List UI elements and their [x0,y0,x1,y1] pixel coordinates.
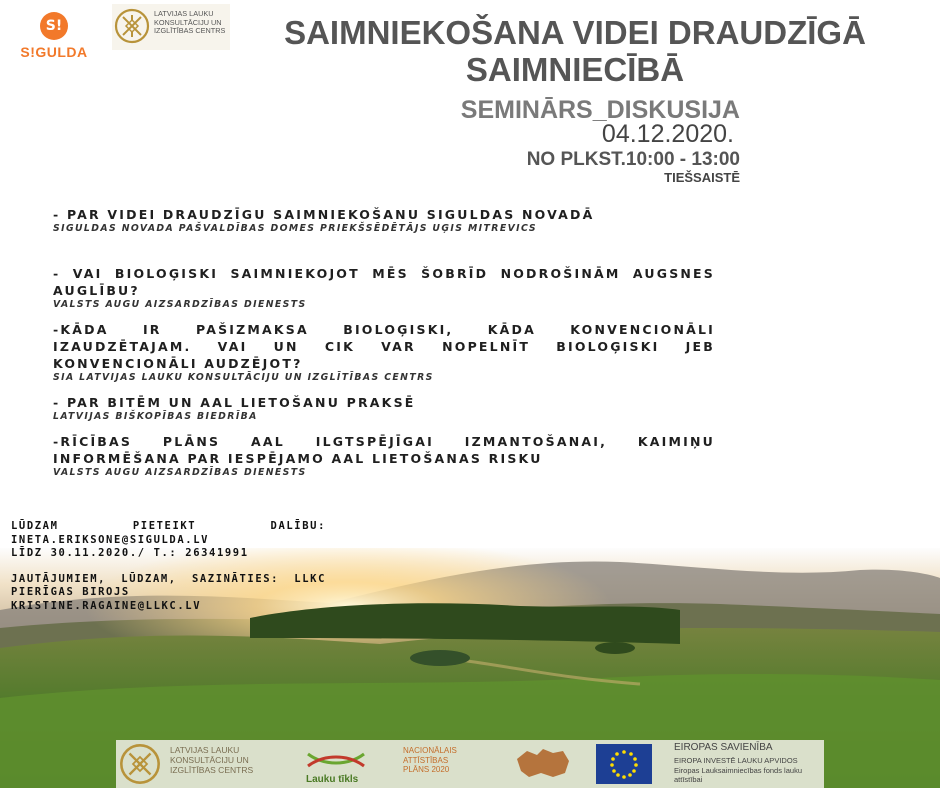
agenda [53,206,715,479]
sigulda-badge: S! [40,12,68,40]
footer-logo-strip [116,740,824,788]
contact-email-ineta[interactable]: INETA.ERIKSONE@SIGULDA.LV [11,533,210,546]
contact-email-kristine[interactable]: KRISTINE.RAGAINE@LLKC.LV [11,599,202,612]
footer-lauku-tikls-logo [276,740,396,788]
contact-block [11,520,326,613]
agenda-item-title: - PAR VIDEI DRAUDZĪGU SAIMNIEKOŠANU SIGULDAS NOVADĀ [53,207,595,222]
agenda-item-title: -RĪCĪBAS PLĀNS AAL ILGTSPĒJĪGAI IZMANTOŠANAI, KAIMIŅU INFORMĒŠANA PAR IESPĒJAMO AAL LIETOŠANAS RISKU [53,434,715,466]
footer-llkc-text: LATVIJAS LAUKU KONSULTĀCIJU UN IZGLĪTĪBAS CENTRS [170,745,254,775]
agenda-item-org: VALSTS AUGU AIZSARDZĪBAS DIENESTS [53,467,307,478]
footer-llkc-logo [116,740,266,788]
sigulda-wordmark: S!GULDA [20,44,88,60]
latvia-map-icon [513,745,573,781]
lauku-tikls-icon [304,746,368,774]
contact-deadline-phone: LĪDZ 30.11.2020./ T.: 26341991 [11,547,249,559]
agenda-item-org: SIA LATVIJAS LAUKU KONSULTĀCIJU UN IZGLĪTĪBAS CENTRS [53,372,434,383]
llkc-emblem-icon [114,8,150,44]
contact-office: PIERĪGAS BIROJS [11,586,130,598]
footer-eu-line1: EIROPA INVESTĒ LAUKU APVIDOS [674,756,798,765]
agenda-item-org: VALSTS AUGU AIZSARDZĪBAS DIENESTS [53,299,307,310]
agenda-item [53,206,715,235]
llkc-emblem-icon [119,743,161,785]
footer-nap-text: NACIONĀLAIS ATTĪSTĪBAS PLĀNS 2020 [403,746,457,774]
agenda-item-title: - VAI BIOLOĢISKI SAIMNIEKOJOT MĒS ŠOBRĪD NODROŠINĀM AUGSNES AUGLĪBU? [53,266,715,298]
agenda-item-org: LATVIJAS BIŠKOPĪBAS BIEDRĪBA [53,411,258,422]
agenda-item [53,321,715,384]
agenda-item-org: SIGULDAS NOVADA PAŠVALDĪBAS DOMES PRIEKŠSĒDĒTĀJS UĢIS MITREVICS [53,223,538,234]
footer-eu-title: EIROPAS SAVIENĪBA [674,742,773,753]
footer-eu-line2: Eiropas Lauksaimniecības fonds lauku attīstībai [674,766,802,784]
agenda-item-title: -KĀDA IR PAŠIZMAKSA BIOLOĢISKI, KĀDA KONVENCIONĀLI IZAUDZĒTAJAM. VAI UN CIK VAR NOPELNĪT BIOLOĢISKI JEB KONVENCIONĀLI AUDZĒJOT? [53,322,715,371]
event-date: 04.12.2020. [601,120,734,148]
event-format: TIEŠSAISTĒ [664,170,740,185]
agenda-item [53,433,715,479]
sigulda-logo [18,12,90,62]
footer-lauku-tikls-text: Lauku tīkls [306,774,359,785]
agenda-item-title: - PAR BITĒM UN AAL LIETOŠANU PRAKSĒ [53,395,416,410]
footer-nap-logo [401,740,581,788]
contact-register-label: LŪDZAM PIETEIKT DALĪBU: [11,520,326,532]
agenda-item [53,394,715,423]
agenda-item [53,265,715,311]
llkc-logo [112,4,230,50]
eu-flag-icon [596,744,652,784]
event-type: SEMINĀRS_DISKUSIJA [460,96,740,124]
page-title: SAIMNIEKOŠANA VIDEI DRAUDZĪGĀ SAIMNIECĪBĀ [284,14,866,88]
event-time: NO PLKST.10:00 - 13:00 [526,149,740,170]
contact-questions-label: JAUTĀJUMIEM, LŪDZAM, SAZINĀTIES: LLKC [11,572,326,585]
llkc-logo-text: LATVIJAS LAUKU KONSULTĀCIJU UN IZGLĪTĪBAS CENTRS [154,9,226,35]
